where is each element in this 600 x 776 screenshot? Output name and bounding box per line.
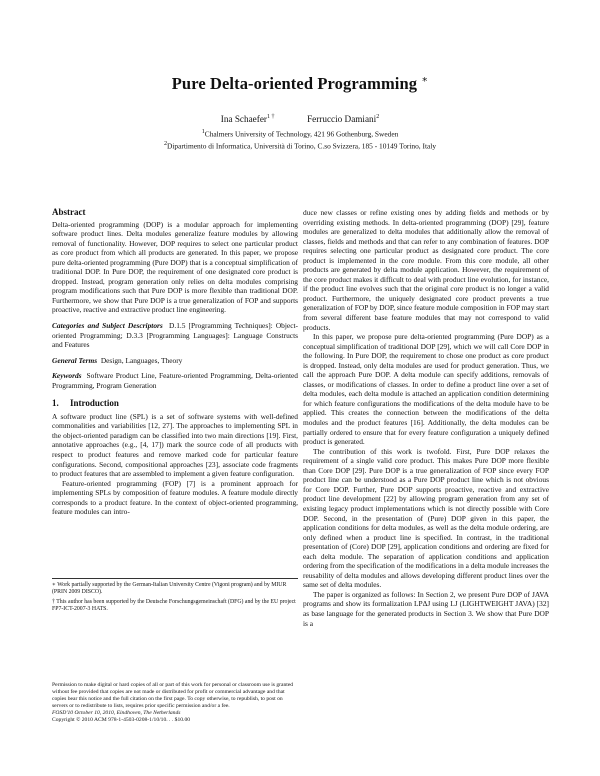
author-marks: 1 † (266, 114, 275, 120)
author-name: Ferruccio Damiani (307, 114, 377, 125)
conference-line: FOSD'10 October 10, 2010, Eindhoven, The Netherlands (52, 709, 181, 716)
intro-paragraph: Feature-oriented programming (FOP) [7] is a prominent approach for implementing SPLs by composition of feature modules. A feature module directly corresponds to a product feature. In the context of object-oriented programming, feature modules can intro- (52, 478, 298, 517)
body-paragraph: duce new classes or refine existing ones by adding fields and methods or by overriding existing methods. In delta-oriented programming (DOP) [29], feature modules are generalized to delta modules that additionally allow the removal of classes, fields and methods and that can refer to any combination of features. DOP requires selecting one particular product as designated core product. The core product is implemented in the core module. From this core module, all other products are generated by delta module application. However, the requirement of the core product makes it difficult to deal with product line evolution, for instance, if the product line evolves such that the original core product is no longer a valid product. Furthermore, the uniquely designated core product prevents a true generalization of FOP by DOP, since feature module composition in FOP may start from several different base feature modules that may not correspond to valid products. (303, 208, 549, 332)
footnote: † This author has been supported by the Deutsche Forschungsgemeinschaft (DFG) and by the EU project FP7-ICT-2007-3 HATS. (52, 598, 296, 613)
author-marks: 2 (376, 114, 380, 120)
copyright-line: Copyright © 2010 ACM 978-1-4503-0208-1/10/10. . . $10.00 (52, 716, 191, 723)
affiliation: $^2$Dipartimento di Informatica, Università di Torino, C.so Svizzera, 185 - 10149 Torino, Italy (163, 141, 437, 151)
affiliation: $^1$Chalmers University of Technology, 421 96 Gothenburg, Sweden (201, 129, 399, 139)
keywords: Keywords Software Product Line, Feature-oriented Programming, Delta-oriented Programming, Program Generation (52, 371, 299, 390)
abstract-heading: Abstract (52, 207, 86, 217)
body-paragraph: The paper is organized as follows: In Section 2, we present Pure DOP of JAVA programs and show its formalization LPΔJ using LJ (LIGHTWEIGHT JAVA) [32] as base language for the generated products in Section 3. We show that Pure DOP is a (303, 589, 549, 628)
title-footnote-mark: ∗ (421, 74, 429, 86)
body-paragraph: The contribution of this work is twofold. First, Pure DOP relaxes the requirement of a single valid core product. This makes Pure DOP more flexible than Core DOP [29]. Pure DOP is a true generalization of FOP since every FOP product line can be understood as a Pure DOP product line which is not obvious for Core DOP. Further, Pure DOP supports proactive, reactive and extractive product line development [22] by allowing program generation from any set of existing legacy product implementations which is not directly possible with Core DOP. Second, in the presentation of (Pure) DOP given in this paper, the application conditions for delta modules, as well as the delta module ordering, are only defined when a product line is specified. In contrast, in the traditional presentation of (Core) DOP [29], application conditions and ordering are fixed for each delta module. The separation of application conditions and application ordering from the specification of the modifications in a delta module increases the reusability of delta modules and allows developing different product lines over the same set of delta modules. (303, 446, 549, 590)
footnote: ∗ Work partially supported by the German-Italian University Centre (Vigoni program) and by MIUR (PRIN 2009 DISCO). (52, 582, 287, 596)
body-paragraph: In this paper, we propose pure delta-oriented programming (Pure DOP) as a conceptual simplification of traditional DOP [29], which we will call Core DOP in the following. In Pure DOP, the requirement to chose one product as core product is dropped. Instead, only delta modules are used for product generation. Thus, we call the approach Pure DOP. A delta module can specify additions, removals of classes, or modifications of classes. In order to define a product line over a set of delta modules, each delta module is attached an application condition determining for which feature configurations the modifications of the delta module have to be applied. This creates the connection between the modifications of the delta modules and the product features [16]. Additionally, the delta modules can be partially ordered to ensure that for every feature configuration a uniquely defined product is generated. (303, 332, 549, 447)
permission-text: Permission to make digital or hard copies of all or part of this work for personal or classroom use is granted without fee provided that copies are not made or distributed for profit or commercial advantage and that copies bear this notice and the full citation on the first page. To copy otherwise, to republish, to post on servers or to redistribute to lists, requires prior specific permission and/or a fee. (52, 682, 294, 709)
footnotes (52, 578, 298, 616)
left-column (52, 208, 298, 517)
right-column (303, 208, 549, 628)
intro-paragraph: A software product line (SPL) is a set of software systems with well-defined commonalities and variabilities [12, 27]. The approaches to implementing SPL in the object-oriented paradigm can be classified into two main directions [19]. First, annotative approaches (e.g., [4, 17]) mark the source code of all products with respect to product features and remove marked code for particular feature configurations. Second, compositional approaches [23], associate code fragments to product features that are assembled to implement a given feature configuration. (52, 411, 298, 479)
abstract-text: Delta-oriented programming (DOP) is a modular approach for implementing software product lines. Delta modules generalize feature modules by allowing removal of functionality. However, DOP requires to select one particular product as core product from which all products are generated. In this paper, we propose pure delta-oriented programming (Pure DOP) that is a conceptual simplification of traditional DOP. In Pure DOP, the requirement of one designated core product is dropped. Instead, program generation only relies on delta modules comprising program modifications such that Pure DOP is more flexible than traditional DOP. Furthermore, we show that Pure DOP is a true generalization of FOP and supports proactive, reactive and extractive product line engineering. (52, 219, 298, 315)
section-heading: 1. Introduction (52, 398, 119, 409)
categories: Categories and Subject Descriptors D.1.5 [Programming Techniques]: Object-oriented Programming; D.3.3 [Programming Languages]: Language Constructs and Features (52, 321, 298, 350)
author-line (0, 114, 600, 124)
permission-block (52, 682, 298, 723)
title-text: Pure Delta-oriented Programming (171, 74, 418, 93)
author-name: Ina Schaefer (220, 114, 267, 125)
general-terms: General Terms Design, Languages, Theory (52, 355, 183, 365)
paper-title (0, 74, 600, 94)
